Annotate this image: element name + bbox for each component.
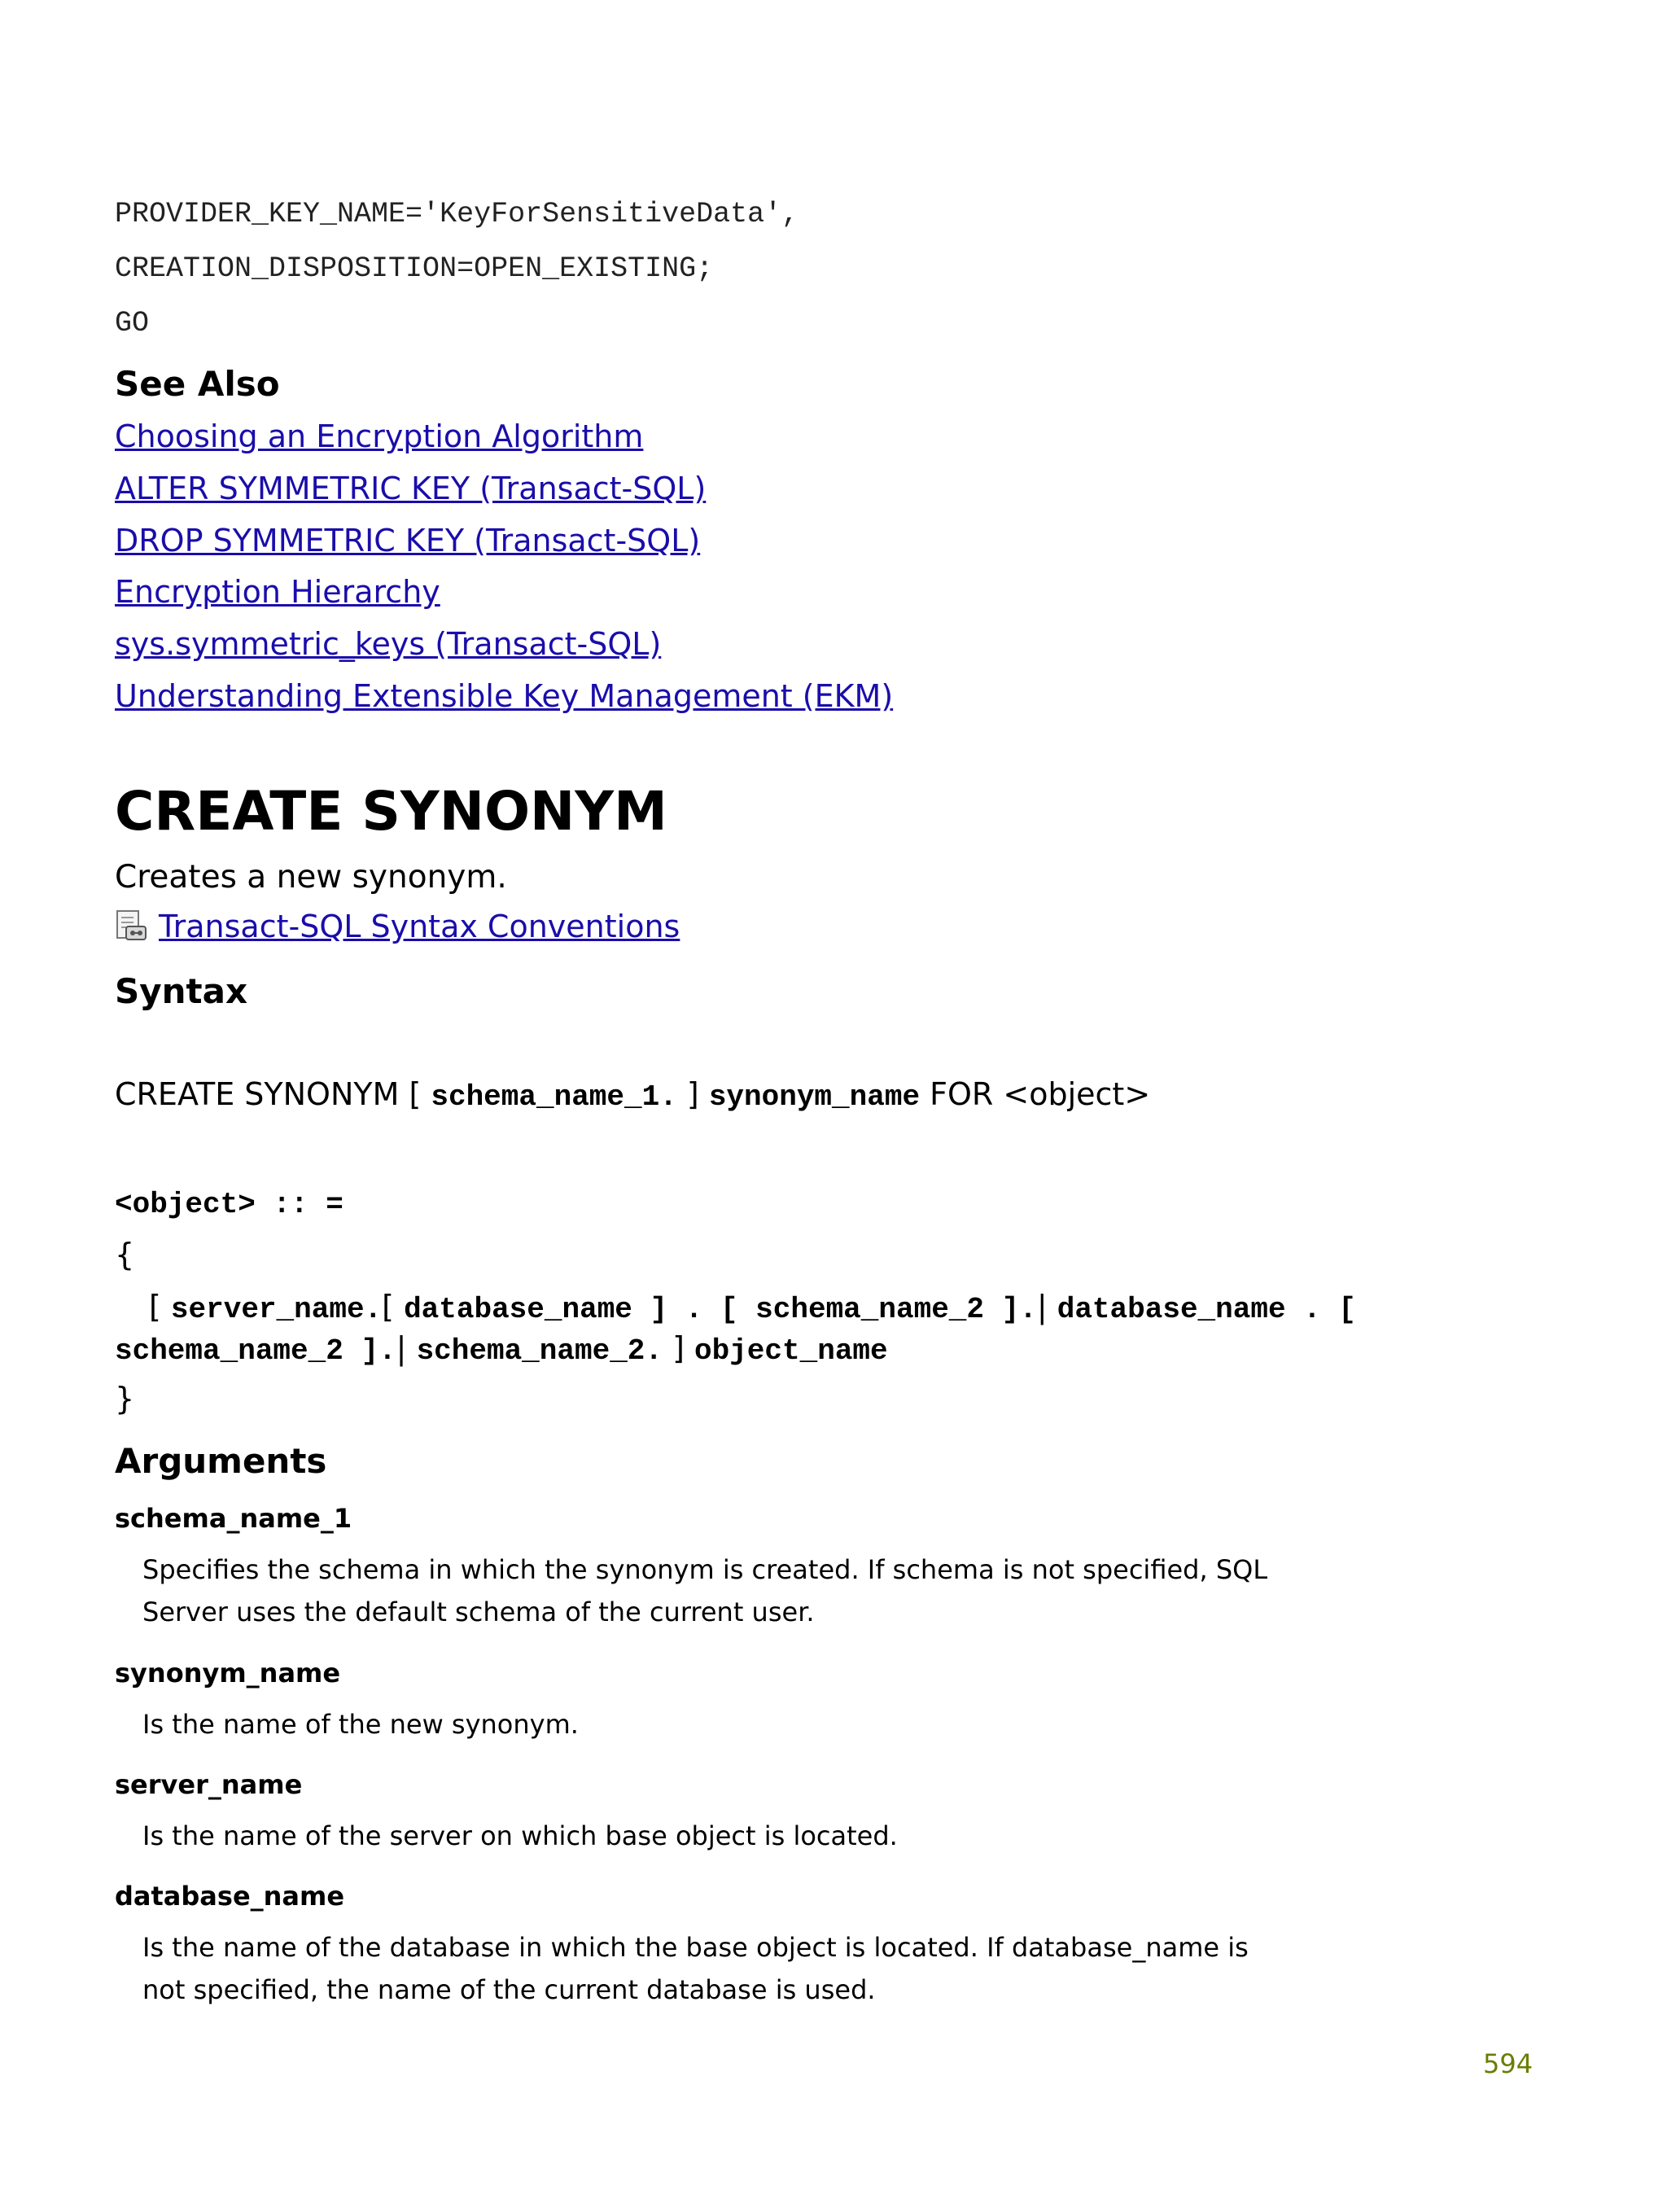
intro-text: Creates a new synonym. [115,859,507,896]
syntax-close-brace: } [115,1381,135,1417]
syntax-line [115,1237,134,1272]
syntax-param: schema_name_1. [431,1080,677,1114]
syntax-param: schema_name_2 [115,1334,343,1368]
syntax-param: schema_name_2. [416,1334,663,1368]
see-also-heading: See Also [115,364,280,404]
syntax-text: ] [663,1330,694,1366]
link-choosing-encryption-algorithm[interactable]: Choosing an Encryption Algorithm [115,418,644,454]
syntax-open-brace: { [115,1237,135,1272]
syntax-line [115,1381,134,1417]
link-understanding-ekm[interactable]: Understanding Extensible Key Management (EKM) [115,678,894,714]
syntax-param: object_name [694,1334,888,1368]
argument-term: database_name [115,1881,345,1912]
syntax-text: FOR <object> [920,1076,1151,1112]
syntax-line [149,1289,1356,1326]
conventions-row [115,904,680,949]
code-line: CREATION_DISPOSITION=OPEN_EXISTING; [115,252,714,285]
syntax-pipe: | [396,1330,417,1366]
document-link-icon [115,909,149,944]
argument-term: synonym_name [115,1658,341,1689]
syntax-text: ] [676,1076,709,1112]
argument-description: Is the name of the server on which base object is located. [142,1820,898,1851]
syntax-param: server_name. [170,1293,383,1326]
syntax-object-definition: <object> :: = [115,1188,343,1221]
link-transact-sql-syntax-conventions[interactable]: Transact-SQL Syntax Conventions [159,909,680,944]
page-title: CREATE SYNONYM [115,780,667,843]
syntax-text: CREATE SYNONYM [ [115,1076,431,1112]
syntax-pipe: | [1036,1289,1057,1325]
page-number: 594 [1483,2048,1534,2079]
syntax-line [115,1184,343,1221]
syntax-line [115,1076,1150,1114]
syntax-line [115,1330,888,1368]
argument-description: Specifies the schema in which the synonym is created. If schema is not specified, SQL Server uses the default schema of the current user. [142,1554,1268,1627]
syntax-text: [ [382,1289,405,1325]
syntax-param: synonym_name [708,1080,921,1114]
link-drop-symmetric-key[interactable]: DROP SYMMETRIC KEY (Transact-SQL) [115,523,701,558]
syntax-param: schema_name_2 [755,1293,985,1326]
syntax-text: ] . [ [632,1293,756,1326]
syntax-heading: Syntax [115,971,248,1011]
code-line: GO [115,307,150,339]
syntax-text: ]. [343,1334,396,1368]
code-line: PROVIDER_KEY_NAME='KeyForSensitiveData', [115,198,799,230]
syntax-param: database_name [1057,1293,1286,1326]
syntax-param: database_name [404,1293,632,1326]
argument-term: server_name [115,1769,303,1800]
argument-description: Is the name of the new synonym. [142,1709,579,1740]
link-sys-symmetric-keys[interactable]: sys.symmetric_keys (Transact-SQL) [115,626,662,662]
syntax-text: [ [149,1289,171,1325]
syntax-text: ]. [984,1293,1037,1326]
syntax-text: . [ [1285,1293,1356,1326]
link-alter-symmetric-key[interactable]: ALTER SYMMETRIC KEY (Transact-SQL) [115,471,707,506]
argument-term: schema_name_1 [115,1503,352,1534]
argument-description: Is the name of the database in which the base object is located. If database_name is not specified, the name of the current database is used. [142,1932,1249,2005]
arguments-heading: Arguments [115,1441,327,1481]
link-encryption-hierarchy[interactable]: Encryption Hierarchy [115,574,440,610]
